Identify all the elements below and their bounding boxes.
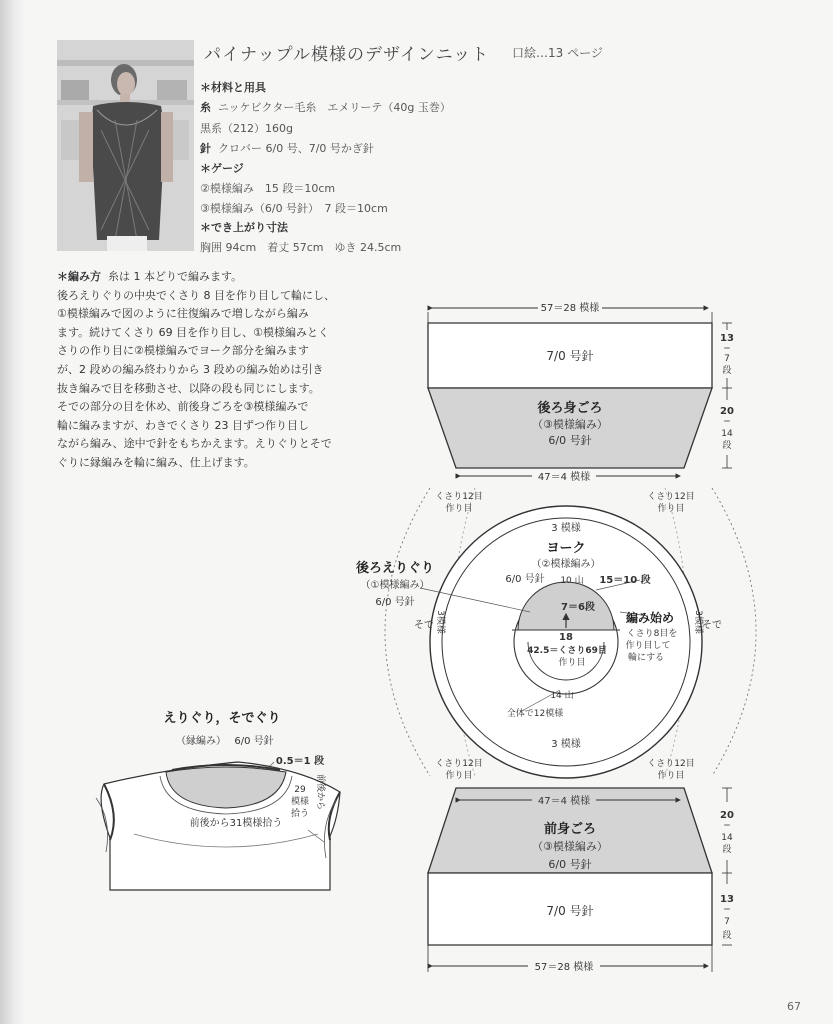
pattern-title: パイナップル模様のデザインニット xyxy=(204,45,490,65)
edging-diagram xyxy=(96,710,340,890)
page-number: 67 xyxy=(787,1000,801,1013)
back-neck-pattern: （①模様編み） xyxy=(360,580,430,591)
yoke-total: 全体で12模様 xyxy=(506,709,564,719)
instruction-line: ます。続けてくさり 69 目を作り目し、①模様編みとく xyxy=(57,325,329,339)
front-dim-a-unit: 段 xyxy=(722,845,732,855)
front-dim-a-num: 20 xyxy=(720,810,734,821)
yoke-name: ヨーク xyxy=(546,541,586,556)
back-body-panel xyxy=(428,300,734,483)
back-body-pattern: （③模様編み） xyxy=(532,418,608,431)
back-dim-b-rows: 14 xyxy=(721,429,733,439)
instruction-line: さりの作り目に②模様編みでヨーク部分を編みます xyxy=(57,344,309,358)
front-body-pattern: （③模様編み） xyxy=(532,840,608,853)
gauge-line-1: ②模様編み 15 段＝10cm xyxy=(200,182,336,195)
back-needle-lower: 6/0 号針 xyxy=(548,434,592,447)
sleeve-right: そで xyxy=(702,620,722,631)
size-line: 胸囲 94cm 着丈 57cm ゆき 24.5cm xyxy=(200,241,402,254)
front-needle-lower: 7/0 号針 xyxy=(546,904,594,918)
front-dim-b-eq: ＝ xyxy=(723,905,731,914)
instruction-line: 後ろえりぐりの中央でくさり 8 目を作り目して輪にし、 xyxy=(57,288,335,302)
front-needle-upper: 6/0 号針 xyxy=(548,858,592,871)
chain-label-back-right: くさり12目 xyxy=(647,492,695,502)
start-title: 編み始め xyxy=(625,611,675,625)
front-dim-b-num: 13 xyxy=(720,894,734,905)
materials-heading: ＊材料と用具 xyxy=(200,81,266,94)
front-dim-b-unit: 段 xyxy=(722,931,732,941)
instruction-line: ながら編み、途中で針をもちかえます。えりぐりとそで xyxy=(57,437,332,451)
front-dim-b-rows: 7 xyxy=(724,917,730,927)
chain-label-front-left-2: 作り目 xyxy=(445,771,473,781)
yoke-top-motifs: 3 模様 xyxy=(551,523,581,534)
instruction-line: 輪に編みますが、わきでくさり 23 目ずつ作り目し xyxy=(57,418,309,432)
instructions-heading: ＊編み方 糸は 1 本どりで編みます。 xyxy=(57,270,243,283)
back-width-top: 57＝28 模様 xyxy=(540,303,600,314)
back-neck-needle: 6/0 号針 xyxy=(375,597,415,608)
gauge-line-2: ③模様編み（6/0 号針） 7 段＝10cm xyxy=(200,202,388,215)
neck-length: 42.5＝くさり69目 xyxy=(527,646,607,656)
sleeve-pickup-1: 29 xyxy=(294,785,306,795)
chain-label-back-right-2: 作り目 xyxy=(657,504,685,514)
yarn-line: 糸 ニッケビクター毛糸 エメリーテ（40g 玉巻） xyxy=(200,101,451,114)
center-width: 18 xyxy=(559,632,573,643)
edging-rows: 0.5＝1 段 xyxy=(275,756,325,767)
instruction-line: が、2 段めの編み終わりから 3 段めの編み始めは引き xyxy=(57,362,324,376)
yoke-diagram xyxy=(355,488,756,781)
start-line-3: 輪にする xyxy=(627,653,665,663)
chain-label-front-right: くさり12目 xyxy=(647,759,695,769)
sleeve-pickup-2: 模様 xyxy=(290,797,310,807)
size-heading: ＊でき上がり寸法 xyxy=(200,221,288,234)
chain-label-front-left: くさり12目 xyxy=(435,759,483,769)
yoke-pattern: （②模様編み） xyxy=(531,559,601,570)
front-dim-a-rows: 14 xyxy=(721,833,733,843)
start-line-1: くさり8目を xyxy=(626,629,678,639)
instruction-line: ぐりに縁編みを輪に編み、仕上げます。 xyxy=(57,455,255,469)
back-dim-a-eq: ＝ xyxy=(723,344,731,353)
edging-needle: 6/0 号針 xyxy=(234,736,274,747)
neck-length-2: 作り目 xyxy=(558,658,586,668)
yoke-rows: 15＝10 段 xyxy=(599,575,651,586)
edging-pattern: （縁編み） xyxy=(176,736,226,747)
neck-pickup: 前後から31模様拾う xyxy=(189,818,283,829)
front-width-bottom: 57＝28 模様 xyxy=(534,962,594,973)
instruction-line: そでの部分の目を休め、前後身ごろを③模様編みで xyxy=(57,400,309,414)
front-body-panel xyxy=(428,788,734,973)
back-neck-title: 後ろえりぐり xyxy=(355,561,435,576)
sleeve-left-motifs: 3模様 xyxy=(435,610,445,634)
chain-label-back-left-2: 作り目 xyxy=(445,504,473,514)
back-body-name: 後ろ身ごろ xyxy=(537,401,603,416)
needle-line: 針 クロバー 6/0 号、7/0 号かぎ針 xyxy=(200,142,374,155)
back-dim-b-num: 20 xyxy=(720,406,734,417)
yarn-color-line: 黒系（212）160g xyxy=(200,122,293,135)
inner-rows: 7＝6段 xyxy=(561,602,595,613)
start-line-2: 作り目して xyxy=(625,641,671,651)
instruction-line: ①模様編みで図のように往復編みで増しながら編み xyxy=(57,307,309,321)
front-dim-a-eq: ＝ xyxy=(723,821,731,830)
sleeve-pickup-3: 拾う xyxy=(290,809,310,819)
back-dim-a-unit: 段 xyxy=(722,366,732,376)
front-body-name: 前身ごろ xyxy=(543,822,597,837)
yoke-needle: 6/0 号針 xyxy=(505,574,545,585)
instruction-line: 抜き編みで目を移動させ、以降の段も同じにします。 xyxy=(57,381,320,395)
back-dim-a-num: 13 xyxy=(720,333,734,344)
chain-label-front-right-2: 作り目 xyxy=(657,771,685,781)
yoke-peaks: 10 山 xyxy=(560,576,584,586)
back-dim-b-unit: 段 xyxy=(722,441,732,451)
gauge-heading: ＊ゲージ xyxy=(200,162,244,175)
front-width-top: 47＝4 模様 xyxy=(537,796,591,807)
sleeve-left: そで xyxy=(414,620,434,631)
back-dim-b-eq: ＝ xyxy=(723,417,731,426)
page-reference: 口絵…13 ページ xyxy=(512,46,603,60)
bottom-peaks: 14 山 xyxy=(550,691,574,701)
back-needle-upper: 7/0 号針 xyxy=(546,349,594,363)
edging-title: えりぐり，そでぐり xyxy=(163,711,281,726)
back-width-bottom: 47＝4 模様 xyxy=(537,472,591,483)
sleeve-pickup-4: 前後から xyxy=(315,773,325,811)
sleeve-right-motifs: 3模様 xyxy=(693,610,703,634)
chain-label-back-left: くさり12目 xyxy=(435,492,483,502)
back-dim-a-rows: 7 xyxy=(724,354,730,364)
yoke-bottom-motifs: 3 模様 xyxy=(551,739,581,750)
